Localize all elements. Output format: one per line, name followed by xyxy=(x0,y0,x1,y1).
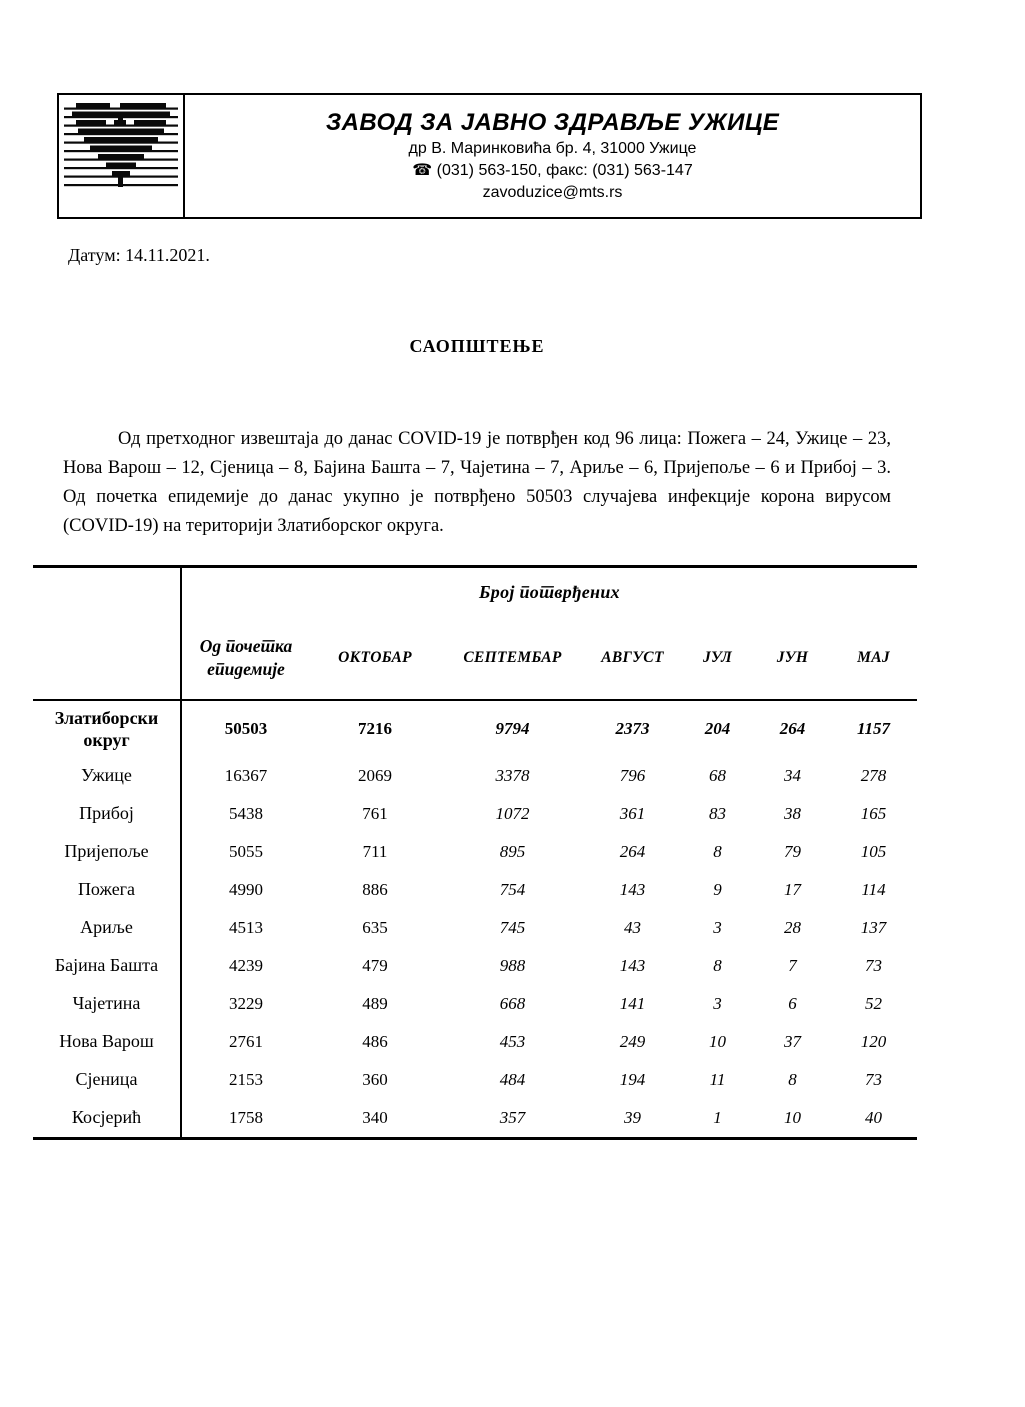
value-cell: 83 xyxy=(709,803,726,823)
letterhead-text xyxy=(185,95,920,217)
phone-fax-text: (031) 563-150, факс: (031) 563-147 xyxy=(436,162,693,179)
phone-icon: ☎ xyxy=(412,162,433,179)
table-row xyxy=(33,833,917,871)
value-cell: 141 xyxy=(619,993,646,1013)
value-cell: 895 xyxy=(499,841,526,861)
municipality-name: Ариље xyxy=(33,909,181,947)
value-cell: 9794 xyxy=(495,718,530,738)
value-cell: 988 xyxy=(499,955,526,975)
value-cell: 4513 xyxy=(229,917,263,937)
value-cell: 40 xyxy=(865,1107,882,1127)
value-cell: 357 xyxy=(499,1107,526,1127)
value-cell: 668 xyxy=(499,993,526,1013)
municipality-column-header xyxy=(33,567,181,700)
value-cell: 114 xyxy=(861,879,886,899)
table-group-header-row xyxy=(33,567,917,617)
value-cell: 453 xyxy=(499,1031,526,1051)
value-cell: 105 xyxy=(860,841,887,861)
value-cell: 2373 xyxy=(615,718,650,738)
body-paragraph: Од претходног извештаја до данас COVID-19 је потврђен код 96 лица: Пожега – 24, Ужице – 23, Нова Варош – 12, Сјеница – 8, Бајина Башта – 7, Чајетина – 7, Ариље – 6, Пријепоље – 6 и Прибој – 3. Од почетка епидемије до данас укупно је потврђено 50503 случајева инфекције корона вирусом (COVID-19) на територији Златиборског округа. xyxy=(63,428,891,536)
value-cell: 5438 xyxy=(229,803,263,823)
value-cell: 278 xyxy=(860,765,887,785)
municipality-name: Нова Варош xyxy=(33,1023,181,1061)
value-cell: 143 xyxy=(619,879,646,899)
value-cell: 1758 xyxy=(229,1107,263,1127)
municipality-name: Чајетина xyxy=(33,985,181,1023)
value-cell: 194 xyxy=(619,1069,646,1089)
value-cell: 34 xyxy=(784,765,801,785)
value-cell: 2153 xyxy=(229,1069,263,1089)
org-email: zavoduzice@mts.rs xyxy=(482,184,623,201)
municipality-name: Бајина Башта xyxy=(33,947,181,985)
value-cell: 340 xyxy=(362,1107,388,1127)
municipality-name: Златиборски округ xyxy=(33,700,181,757)
value-cell: 2069 xyxy=(358,765,392,785)
col-header-august: АВГУСТ xyxy=(585,617,680,700)
value-cell: 6 xyxy=(788,993,797,1013)
municipality-name: Пожега xyxy=(33,871,181,909)
col-header-may: МАЈ xyxy=(830,617,917,700)
value-cell: 8 xyxy=(713,955,722,975)
value-cell: 7 xyxy=(788,955,797,975)
value-cell: 264 xyxy=(619,841,646,861)
value-cell: 479 xyxy=(362,955,388,975)
table-row xyxy=(33,795,917,833)
value-cell: 17 xyxy=(784,879,801,899)
value-cell: 38 xyxy=(784,803,801,823)
table-row xyxy=(33,909,917,947)
value-cell: 360 xyxy=(362,1069,388,1089)
value-cell: 264 xyxy=(779,718,806,738)
value-cell: 120 xyxy=(860,1031,887,1051)
value-cell: 68 xyxy=(709,765,726,785)
value-cell: 484 xyxy=(499,1069,526,1089)
letterhead-box xyxy=(57,93,922,219)
value-cell: 8 xyxy=(713,841,722,861)
value-cell: 11 xyxy=(709,1069,726,1089)
municipality-name: Косјерић xyxy=(33,1099,181,1139)
value-cell: 7216 xyxy=(358,718,392,738)
value-cell: 754 xyxy=(499,879,526,899)
date-line: Датум: 14.11.2021. xyxy=(68,245,210,265)
value-cell: 39 xyxy=(624,1107,641,1127)
municipality-name: Прибој xyxy=(33,795,181,833)
value-cell: 9 xyxy=(713,879,722,899)
value-cell: 3 xyxy=(713,917,722,937)
value-cell: 73 xyxy=(865,1069,882,1089)
municipality-name: Сјеница xyxy=(33,1061,181,1099)
org-address: др В. Маринковића бр. 4, 31000 Ужице xyxy=(408,140,697,157)
value-cell: 249 xyxy=(619,1031,646,1051)
doc-title: САОПШТЕЊЕ xyxy=(409,336,545,356)
table-row xyxy=(33,1061,917,1099)
value-cell: 10 xyxy=(784,1107,801,1127)
table-row xyxy=(33,1023,917,1061)
value-cell: 5055 xyxy=(229,841,263,861)
value-cell: 796 xyxy=(619,765,646,785)
municipality-name: Пријепоље xyxy=(33,833,181,871)
value-cell: 886 xyxy=(362,879,388,899)
value-cell: 28 xyxy=(784,917,801,937)
col-header-july: ЈУЛ xyxy=(680,617,755,700)
value-cell: 1157 xyxy=(856,718,891,738)
value-cell: 3 xyxy=(713,993,722,1013)
value-cell: 137 xyxy=(860,917,887,937)
value-cell: 3378 xyxy=(495,765,530,785)
value-cell: 37 xyxy=(784,1031,801,1051)
covid-stats-table xyxy=(33,565,917,1140)
org-name: ЗАВОД ЗА ЈАВНО ЗДРАВЉЕ УЖИЦЕ xyxy=(325,109,780,136)
org-phone-fax xyxy=(185,160,920,182)
municipality-name: Ужице xyxy=(33,757,181,795)
value-cell: 489 xyxy=(362,993,388,1013)
table-row xyxy=(33,700,917,757)
value-cell: 143 xyxy=(619,955,646,975)
col-header-october: ОКТОБАР xyxy=(310,617,440,700)
value-cell: 3229 xyxy=(229,993,263,1013)
value-cell: 711 xyxy=(362,841,388,861)
col-header-september: СЕПТЕМБАР xyxy=(440,617,585,700)
value-cell: 73 xyxy=(865,955,882,975)
table-row xyxy=(33,871,917,909)
table-row xyxy=(33,757,917,795)
value-cell: 745 xyxy=(499,917,526,937)
value-cell: 361 xyxy=(619,803,646,823)
value-cell: 2761 xyxy=(229,1031,263,1051)
logo-cell xyxy=(59,95,185,217)
value-cell: 761 xyxy=(362,803,388,823)
value-cell: 8 xyxy=(788,1069,797,1089)
table-row xyxy=(33,947,917,985)
group-header: Број потврђених xyxy=(479,581,620,602)
value-cell: 79 xyxy=(784,841,801,861)
value-cell: 10 xyxy=(709,1031,726,1051)
value-cell: 165 xyxy=(860,803,887,823)
value-cell: 43 xyxy=(624,917,641,937)
col-header-epidemic-start: Од почетка епидемије xyxy=(181,617,310,700)
table-row xyxy=(33,1099,917,1139)
value-cell: 635 xyxy=(362,917,388,937)
value-cell: 4239 xyxy=(229,955,263,975)
value-cell: 50503 xyxy=(224,718,268,738)
value-cell: 1072 xyxy=(495,803,530,823)
value-cell: 4990 xyxy=(229,879,263,899)
col-header-june: ЈУН xyxy=(755,617,830,700)
value-cell: 486 xyxy=(362,1031,388,1051)
value-cell: 204 xyxy=(704,718,731,738)
value-cell: 16367 xyxy=(224,765,268,785)
value-cell: 52 xyxy=(865,993,882,1013)
institute-logo-icon xyxy=(62,99,180,194)
value-cell: 1 xyxy=(713,1107,722,1127)
table-row xyxy=(33,985,917,1023)
